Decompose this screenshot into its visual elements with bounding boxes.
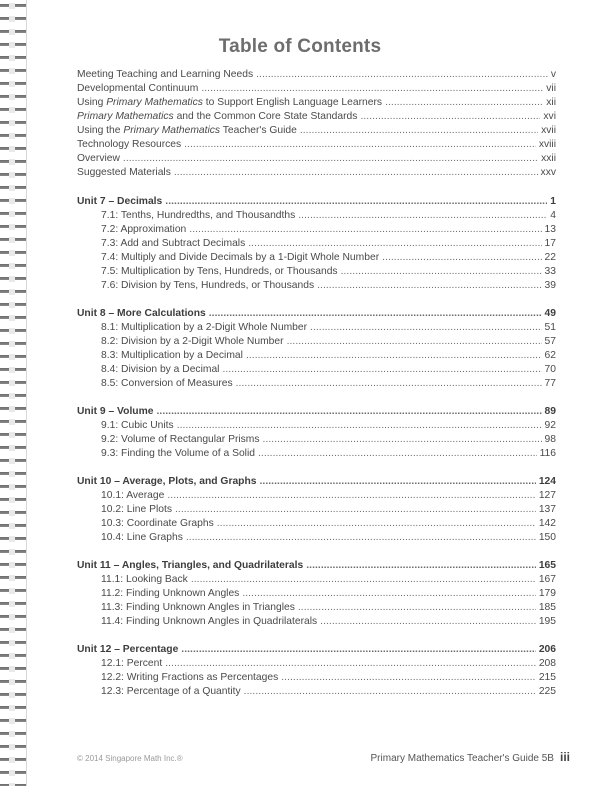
entry-title: 10.4: Line Graphs — [101, 532, 183, 543]
dot-leader — [236, 377, 542, 391]
unit-section — [77, 194, 556, 293]
lesson-entry[interactable] — [77, 251, 556, 265]
units-list — [77, 194, 556, 699]
entry-page-number: 22 — [544, 252, 556, 263]
entry-title: 8.1: Multiplication by a 2-Digit Whole Number — [101, 322, 308, 333]
entry-page-number: 70 — [544, 364, 556, 375]
entry-page-number: 33 — [544, 266, 556, 277]
lesson-entry[interactable] — [77, 377, 556, 391]
entry-title: 11.4: Finding Unknown Angles in Quadrilaterals — [101, 616, 318, 627]
footer-book-info — [371, 750, 570, 764]
entry-title: 11.1: Looking Back — [101, 574, 188, 585]
lesson-entry[interactable] — [77, 447, 556, 461]
entry-title: Overview — [77, 153, 120, 164]
book-title: Primary Mathematics Teacher's Guide 5B — [370, 753, 554, 764]
entry-title: Unit 11 – Angles, Triangles, and Quadrilaterals — [77, 560, 304, 571]
dot-leader — [174, 166, 538, 180]
lesson-entry[interactable] — [77, 223, 556, 237]
entry-page-number: 206 — [538, 644, 556, 655]
entry-page-number: 13 — [544, 224, 556, 235]
entry-page-number: 225 — [538, 686, 556, 697]
unit-section — [77, 306, 556, 391]
unit-section — [77, 558, 556, 629]
unit-section — [77, 404, 556, 461]
unit-heading[interactable] — [77, 642, 556, 657]
toc-entry[interactable] — [77, 68, 556, 82]
entry-page-number: xviii — [538, 139, 556, 150]
entry-title: Unit 9 – Volume — [77, 406, 154, 417]
entry-page-number: 39 — [544, 280, 556, 291]
entry-page-number: 124 — [538, 476, 556, 487]
toc-entry[interactable] — [77, 152, 556, 166]
toc-entry[interactable] — [77, 166, 556, 180]
dot-leader — [222, 363, 541, 377]
entry-page-number: 4 — [550, 210, 556, 221]
dot-leader — [320, 615, 536, 629]
front-matter-list — [77, 68, 556, 180]
lesson-entry[interactable] — [77, 419, 556, 433]
dot-leader — [156, 404, 541, 419]
dot-leader — [317, 279, 541, 293]
dot-leader — [298, 209, 547, 223]
entry-title: Unit 10 – Average, Plots, and Graphs — [77, 476, 257, 487]
lesson-entry[interactable] — [77, 349, 556, 363]
entry-title: 7.1: Tenths, Hundredths, and Thousandths — [101, 210, 296, 221]
entry-title: 9.1: Cubic Units — [101, 420, 174, 431]
dot-leader — [201, 82, 543, 96]
dot-leader — [244, 685, 536, 699]
dot-leader — [385, 96, 543, 110]
dot-leader — [209, 306, 542, 321]
unit-section — [77, 642, 556, 699]
dot-leader — [189, 223, 541, 237]
dot-leader — [191, 573, 536, 587]
entry-page-number: 179 — [538, 588, 556, 599]
entry-page-number: xxii — [541, 153, 556, 164]
entry-title: Using Primary Mathematics to Support English Language Learners — [77, 97, 383, 108]
entry-title: Developmental Continuum — [77, 83, 199, 94]
entry-page-number: xxv — [540, 167, 556, 178]
unit-heading[interactable] — [77, 474, 556, 489]
entry-title: 9.3: Finding the Volume of a Solid — [101, 448, 255, 459]
dot-leader — [300, 124, 538, 138]
dot-leader — [382, 251, 541, 265]
entry-page-number: xvii — [541, 125, 556, 136]
entry-title: 9.2: Volume of Rectangular Prisms — [101, 434, 260, 445]
entry-title: 12.1: Percent — [101, 658, 163, 669]
dot-leader — [256, 68, 548, 82]
entry-title: 7.3: Add and Subtract Decimals — [101, 238, 246, 249]
entry-page-number: 150 — [538, 532, 556, 543]
entry-page-number: 89 — [544, 406, 556, 417]
dot-leader — [175, 503, 536, 517]
toc-entry[interactable] — [77, 110, 556, 124]
entry-page-number: xii — [546, 97, 556, 108]
entry-page-number: vii — [546, 83, 556, 94]
dot-leader — [258, 447, 537, 461]
lesson-entry[interactable] — [77, 587, 556, 601]
lesson-entry[interactable] — [77, 671, 556, 685]
entry-page-number: 77 — [544, 378, 556, 389]
dot-leader — [181, 642, 536, 657]
unit-heading[interactable] — [77, 558, 556, 573]
lesson-entry[interactable] — [77, 279, 556, 293]
lesson-entry[interactable] — [77, 657, 556, 671]
entry-title: 11.3: Finding Unknown Angles in Triangles — [101, 602, 295, 613]
copyright-notice: © 2014 Singapore Math Inc.® — [77, 754, 183, 763]
book-name-italic: Primary Mathematics — [106, 97, 203, 108]
lesson-entry[interactable] — [77, 321, 556, 335]
entry-title: Unit 8 – More Calculations — [77, 308, 206, 319]
dot-leader — [281, 671, 536, 685]
entry-title: Unit 12 – Percentage — [77, 644, 179, 655]
entry-page-number: 51 — [544, 322, 556, 333]
entry-title: 10.2: Line Plots — [101, 504, 172, 515]
unit-heading[interactable] — [77, 404, 556, 419]
dot-leader — [298, 601, 536, 615]
lesson-entry[interactable] — [77, 573, 556, 587]
toc-entry[interactable] — [77, 138, 556, 152]
dot-leader — [260, 474, 536, 489]
entry-title: Using the Primary Mathematics Teacher's Guide — [77, 125, 297, 136]
entry-page-number: 1 — [550, 196, 556, 207]
dot-leader — [165, 194, 547, 209]
unit-section — [77, 474, 556, 545]
entry-title: 8.2: Division by a 2-Digit Whole Number — [101, 336, 284, 347]
dot-leader — [248, 237, 541, 251]
entry-title: 12.2: Writing Fractions as Percentages — [101, 672, 279, 683]
entry-page-number: 92 — [544, 420, 556, 431]
dot-leader — [184, 138, 536, 152]
entry-page-number: v — [550, 69, 556, 80]
lesson-entry[interactable] — [77, 503, 556, 517]
lesson-entry[interactable] — [77, 685, 556, 699]
entry-title: 8.4: Division by a Decimal — [101, 364, 220, 375]
dot-leader — [246, 349, 542, 363]
entry-title: Technology Resources — [77, 139, 182, 150]
dot-leader — [177, 419, 542, 433]
page-title: Table of Contents — [218, 36, 382, 57]
dot-leader — [287, 335, 542, 349]
dot-leader — [242, 587, 535, 601]
toc-entry[interactable] — [77, 96, 556, 110]
table-of-contents — [77, 68, 556, 712]
entry-page-number: 137 — [538, 504, 556, 515]
entry-page-number: 127 — [538, 490, 556, 501]
toc-entry[interactable] — [77, 82, 556, 96]
entry-page-number: 49 — [544, 308, 556, 319]
dot-leader — [360, 110, 540, 124]
lesson-entry[interactable] — [77, 601, 556, 615]
entry-title: 7.2: Approximation — [101, 224, 187, 235]
book-name-italic: Primary Mathematics — [77, 111, 174, 122]
entry-page-number: 98 — [544, 434, 556, 445]
dot-leader — [123, 152, 538, 166]
entry-page-number: 17 — [544, 238, 556, 249]
dot-leader — [186, 531, 536, 545]
entry-title: 8.3: Multiplication by a Decimal — [101, 350, 243, 361]
entry-title: 12.3: Percentage of a Quantity — [101, 686, 241, 697]
lesson-entry[interactable] — [77, 363, 556, 377]
dot-leader — [165, 657, 536, 671]
entry-page-number: 195 — [538, 616, 556, 627]
entry-page-number: 208 — [538, 658, 556, 669]
entry-title: 7.5: Multiplication by Tens, Hundreds, or Thousands — [101, 266, 338, 277]
entry-page-number: 142 — [538, 518, 556, 529]
entry-title: Primary Mathematics and the Common Core State Standards — [77, 111, 358, 122]
unit-heading[interactable] — [77, 306, 556, 321]
entry-page-number: 165 — [538, 560, 556, 571]
lesson-entry[interactable] — [77, 335, 556, 349]
entry-page-number: 57 — [544, 336, 556, 347]
dot-leader — [341, 265, 542, 279]
lesson-entry[interactable] — [77, 615, 556, 629]
entry-title: 10.1: Average — [101, 490, 165, 501]
spiral-binding — [0, 0, 27, 786]
entry-page-number: 185 — [538, 602, 556, 613]
entry-title: Unit 7 – Decimals — [77, 196, 163, 207]
lesson-entry[interactable] — [77, 237, 556, 251]
entry-page-number: 215 — [538, 672, 556, 683]
entry-title: 11.2: Finding Unknown Angles — [101, 588, 240, 599]
lesson-entry[interactable] — [77, 531, 556, 545]
entry-page-number: xvi — [543, 111, 556, 122]
entry-title: 7.4: Multiply and Divide Decimals by a 1-Digit Whole Number — [101, 252, 380, 263]
entry-title: Meeting Teaching and Learning Needs — [77, 69, 254, 80]
entry-page-number: 116 — [539, 448, 556, 459]
unit-heading[interactable] — [77, 194, 556, 209]
dot-leader — [306, 558, 536, 573]
lesson-entry[interactable] — [77, 209, 556, 223]
dot-leader — [217, 517, 536, 531]
page-number: iii — [559, 750, 570, 764]
lesson-entry[interactable] — [77, 489, 556, 503]
book-name-italic: Primary Mathematics — [123, 125, 221, 136]
dot-leader — [167, 489, 535, 503]
lesson-entry[interactable] — [77, 433, 556, 447]
entry-title: 7.6: Division by Tens, Hundreds, or Thousands — [101, 280, 315, 291]
entry-title: 8.5: Conversion of Measures — [101, 378, 233, 389]
entry-title: Suggested Materials — [77, 167, 171, 178]
lesson-entry[interactable] — [77, 265, 556, 279]
lesson-entry[interactable] — [77, 517, 556, 531]
entry-page-number: 62 — [544, 350, 556, 361]
toc-entry[interactable] — [77, 124, 556, 138]
entry-title: 10.3: Coordinate Graphs — [101, 518, 214, 529]
dot-leader — [310, 321, 542, 335]
dot-leader — [263, 433, 542, 447]
entry-page-number: 167 — [538, 574, 556, 585]
